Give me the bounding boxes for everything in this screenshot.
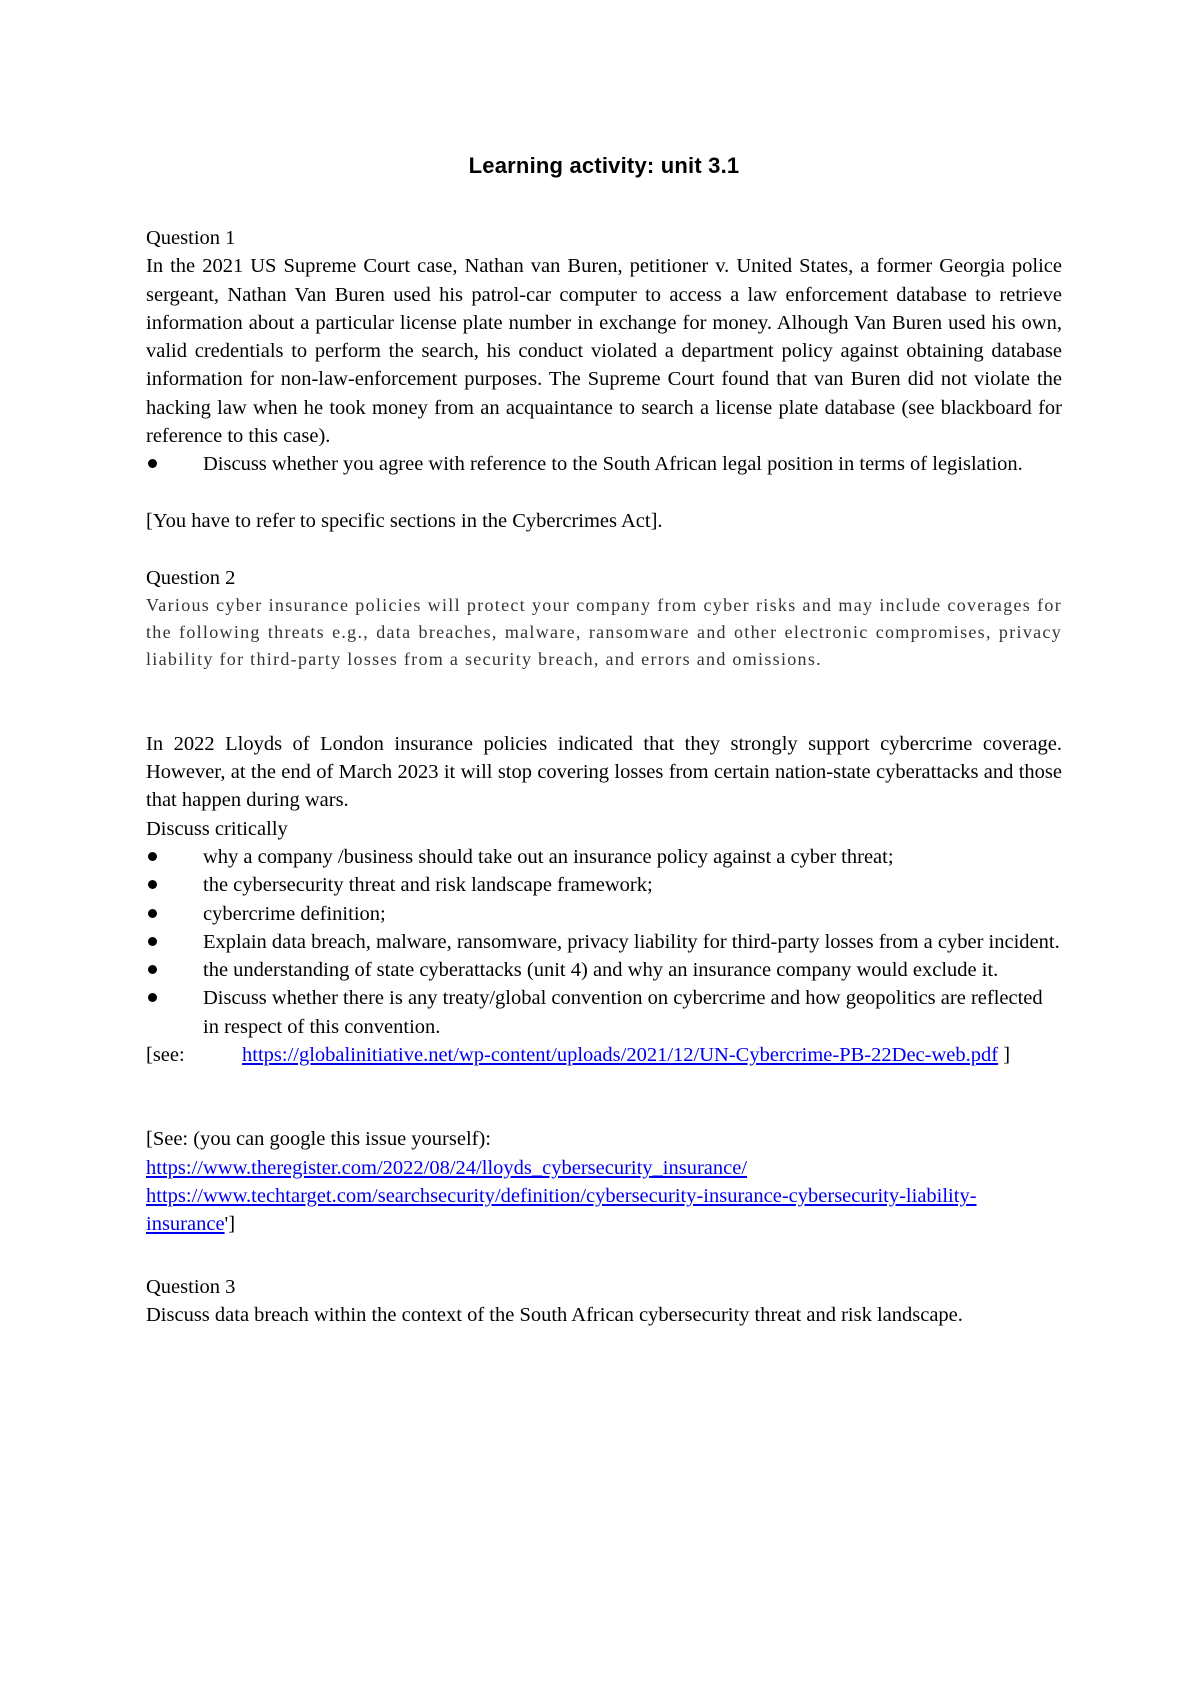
question-1-bullets — [146, 450, 1062, 478]
question-3-body: Discuss data breach within the context of the South African cybersecurity threat and risk landscape. — [146, 1303, 963, 1326]
bullet-item: the understanding of state cyberattacks (unit 4) and why an insurance company would exclude it. — [146, 956, 1062, 984]
bullet-item: why a company /business should take out an insurance policy against a cyber threat; — [146, 843, 1062, 871]
bullet-icon — [148, 965, 157, 974]
globalinitiative-link[interactable]: https://globalinitiative.net/wp-content/uploads/2021/12/UN-Cybercrime-PB-22Dec-web.pdf — [242, 1044, 999, 1067]
bullet-icon — [148, 880, 157, 889]
reference-see-2-intro: [See: (you can google this issue yourself): — [146, 1128, 492, 1151]
question-2-heading: Question 2 — [146, 566, 236, 589]
document-title: Learning activity: unit 3.1 — [468, 153, 740, 178]
bullet-icon — [148, 993, 157, 1002]
question-1-heading: Question 1 — [146, 227, 236, 249]
question-1 — [146, 224, 1062, 535]
question-2-intro: Various cyber insurance policies will protect your company from cyber risks and may include coverages for the following threats e.g., data breaches, malware, ransomware and other electronic compromises, privacy liability for third-party losses from a security breach, and errors and omissions. — [146, 594, 1062, 670]
bullet-item: Explain data breach, malware, ransomware, privacy liability for third-party losses from a cyber incident. — [146, 928, 1062, 956]
question-2-discuss-label: Discuss critically — [146, 817, 288, 840]
bullet-icon — [148, 459, 157, 468]
question-3-heading: Question 3 — [146, 1275, 236, 1298]
bullet-item: Discuss whether you agree with reference to the South African legal position in terms of legislation. — [146, 450, 1062, 478]
question-2-bullets — [146, 843, 1062, 1041]
question-1-body: In the 2021 US Supreme Court case, Nathan van Buren, petitioner v. United States, a former Georgia police sergeant, Nathan Van Buren used his patrol-car computer to access a law enforcement database to retrieve information about a particular license plate number in exchange for money. Alhough Van Buren used his own, valid credentials to perform the search, his conduct violated a department policy against obtaining database information for non-law-enforcement purposes. The Supreme Court found that van Buren did not violate the hacking law when he took money from an acquaintance to search a license plate database (see blackboard for reference to this case). — [146, 255, 1062, 448]
bullet-icon — [148, 852, 157, 861]
document-content — [146, 152, 1062, 1329]
question-1-note: [You have to refer to specific sections in the Cybercrimes Act]. — [146, 509, 663, 532]
bullet-item: Discuss whether there is any treaty/global convention on cybercrime and how geopolitics are reflected in respect of this convention. — [146, 984, 1062, 1041]
reference-see-1: [see: https://globalinitiative.net/wp-content/uploads/2021/12/UN-Cybercrime-PB-22Dec-web.pdf ] — [146, 1041, 1062, 1069]
theregister-link[interactable]: https://www.theregister.com/2022/08/24/lloyds_cybersecurity_insurance/ — [146, 1156, 748, 1179]
question-2-lloyds-paragraph: In 2022 Lloyds of London insurance policies indicated that they strongly support cybercrime coverage. However, at the end of March 2023 it will stop covering losses from certain nation-state cyberattacks and those that happen during wars. — [146, 732, 1062, 812]
question-3 — [146, 1273, 1062, 1330]
bullet-item: the cybersecurity threat and risk landscape framework; — [146, 871, 1062, 899]
techtarget-link[interactable]: https://www.techtarget.com/searchsecurity/definition/cybersecurity-insurance-cybersecurity-liability-insurance — [146, 1184, 977, 1236]
question-2: Question 2 Various cyber insurance policies will protect your company from cyber risks and may include coverages for the following threats e.g., data breaches, malware, ransomware and other electronic compromises, privacy liability for third-party losses from a security breach, and errors and omissions. In 2022 Lloyds of London insurance policies indicated that they strongly support cybercrime coverage. However, at the end of March 2023 it will stop covering losses from certain nation-state cyberattacks and those that happen during wars. Discuss critically why a company /business should take out an insurance policy against a cyber threat; the cybersecurity threat and risk landscape framework; cybercrime definition; Explain data breach, malware, ransomware, privacy liability for third-party losses from a cyber incident. the understanding of state cyberattacks (unit 4) and why an insurance company would exclude it. Discuss whether there is any treaty/global convention on cybercrime and how geopolitics are reflected in respect of this convention. [see: https://globalinitiative.net/wp-content/uploads/2021/12/UN-Cybercrime-PB-22Dec-web.pdf ] [See: (you can google this issue yourself): https://www.theregister.com/2022/08/24/lloyds_cybersecurity_insurance/ https://www.techtarget.com/searchsecurity/definition/cybersecurity-insurance-cybersecurity-liability-insurance'] — [146, 564, 1062, 1239]
bullet-icon — [148, 909, 157, 918]
bullet-icon — [148, 937, 157, 946]
bullet-item: cybercrime definition; — [146, 900, 1062, 928]
reference-label: [see: — [146, 1044, 185, 1067]
